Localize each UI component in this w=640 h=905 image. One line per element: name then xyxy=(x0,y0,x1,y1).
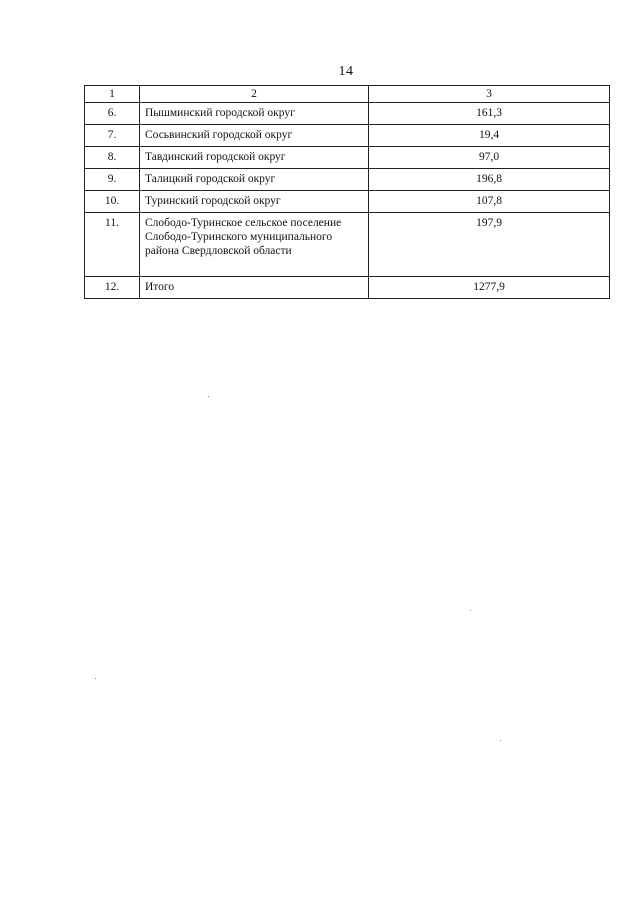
header-cell-name: 2 xyxy=(140,86,369,103)
row-value: 97,0 xyxy=(369,147,610,169)
scan-speck xyxy=(208,396,209,397)
row-number: 12. xyxy=(85,277,140,299)
table-row xyxy=(85,147,610,169)
header-cell-value: 3 xyxy=(369,86,610,103)
row-name: Итого xyxy=(140,277,369,299)
row-number: 10. xyxy=(85,191,140,213)
scan-speck xyxy=(500,740,501,741)
table-row xyxy=(85,169,610,191)
header-cell-number: 1 xyxy=(85,86,140,103)
table-row xyxy=(85,103,610,125)
row-value: 197,9 xyxy=(369,213,610,277)
table-row xyxy=(85,277,610,299)
row-name: Туринский городской округ xyxy=(140,191,369,213)
table-row xyxy=(85,191,610,213)
row-name: Сосьвинский городской округ xyxy=(140,125,369,147)
row-value: 107,8 xyxy=(369,191,610,213)
row-number: 7. xyxy=(85,125,140,147)
row-value: 161,3 xyxy=(369,103,610,125)
row-number: 11. xyxy=(85,213,140,277)
scan-speck xyxy=(470,610,471,611)
data-table xyxy=(84,85,610,299)
row-name: Талицкий городской округ xyxy=(140,169,369,191)
page-number: 14 xyxy=(338,64,354,79)
table-header-row xyxy=(85,86,610,103)
row-value: 19,4 xyxy=(369,125,610,147)
row-number: 6. xyxy=(85,103,140,125)
row-number: 8. xyxy=(85,147,140,169)
row-name: Тавдинский городской округ xyxy=(140,147,369,169)
row-number: 9. xyxy=(85,169,140,191)
row-name: Слободо-Туринское сельское поселение Слободо-Туринского муниципального района Свердловской области xyxy=(140,213,369,277)
row-name: Пышминский городской округ xyxy=(140,103,369,125)
row-value: 196,8 xyxy=(369,169,610,191)
scan-speck xyxy=(95,678,96,679)
table-row xyxy=(85,125,610,147)
table-row xyxy=(85,213,610,277)
row-value: 1277,9 xyxy=(369,277,610,299)
